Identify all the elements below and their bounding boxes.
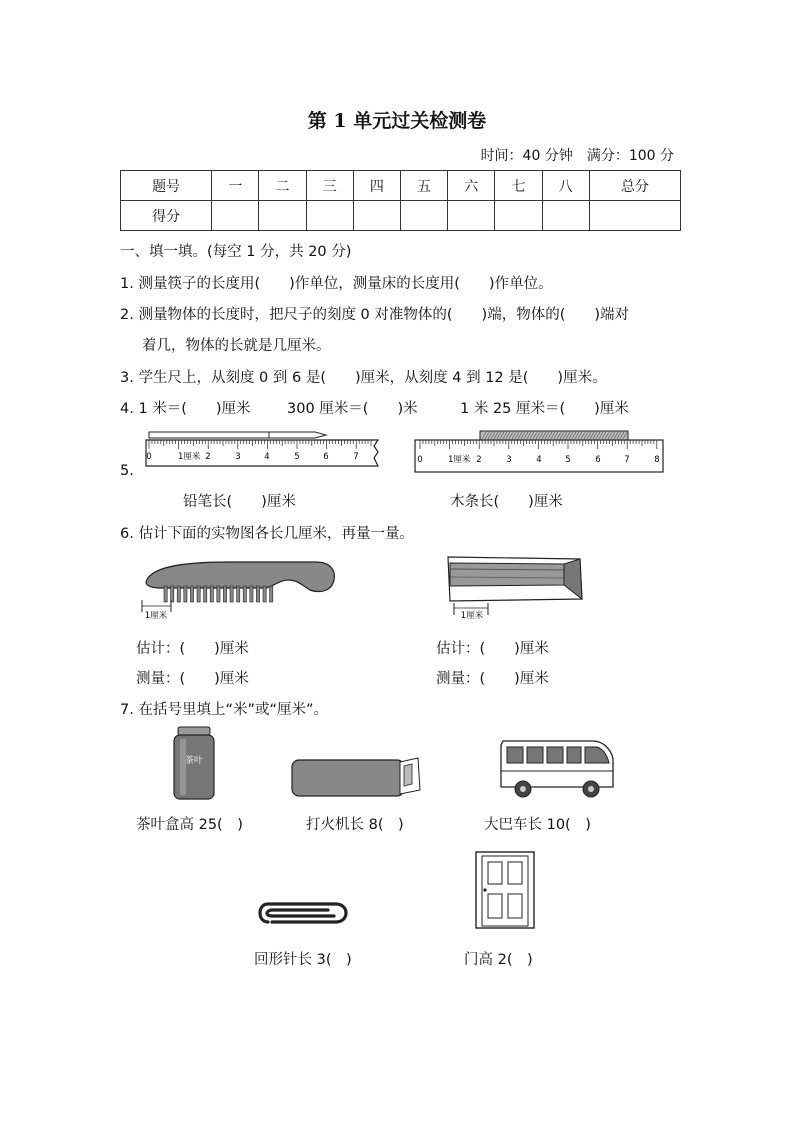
score-input-cell[interactable] [259,201,306,231]
ruler-label: 1厘米 [178,452,201,462]
question-5-number: 5. [120,463,134,479]
unit-length-label: 1厘米 [144,611,168,621]
score-input-cell[interactable] [448,201,495,231]
score-cell: 五 [400,171,447,201]
section-heading: 一、填一填。(每空 1 分，共 20 分) [120,244,352,260]
eraser-estimate: 估计：( )厘米 [436,641,549,657]
score-input-cell[interactable] [306,201,353,231]
bus-question: 大巴车长 10( ) [484,817,591,833]
score-cell: 八 [542,171,589,201]
question-4-a: 4. 1 米＝( )厘米 [120,401,251,417]
eraser-icon [448,557,582,601]
wood-ruler-figure [412,428,670,476]
question-1: 1. 测量筷子的长度用( )作单位，测量床的长度用( )作单位。 [120,276,553,292]
tea-can-icon [170,725,220,803]
score-cell: 得分 [121,201,212,231]
score-input-cell[interactable] [400,201,447,231]
score-cell: 六 [448,171,495,201]
ruler-labels [417,454,659,465]
score-cell: 七 [495,171,542,201]
ruler-label: 4 [536,455,542,465]
ruler-label: 7 [353,452,359,462]
score-cell: 三 [306,171,353,201]
eraser-figure [444,555,590,625]
page-title: 第 1 单元过关检测卷 [307,110,487,132]
score-input-cell[interactable] [212,201,259,231]
door-icon [474,850,536,930]
score-input-cell[interactable] [589,201,680,231]
unit-length-label: 1厘米 [460,611,484,621]
comb-figure [138,556,338,622]
eraser-measure: 测量：( )厘米 [436,671,549,687]
ruler-label: 6 [323,452,329,462]
question-6: 6. 估计下面的实物图各长几厘米，再量一量。 [120,526,414,542]
tea-can-question: 茶叶盒高 25( ) [136,817,243,833]
score-input-cell[interactable] [542,201,589,231]
question-4-b: 300 厘米＝( )米 [287,401,418,417]
ruler-label: 4 [264,452,270,462]
tea-can-label: 茶叶 [184,756,204,766]
question-3: 3. 学生尺上，从刻度 0 到 6 是( )厘米，从刻度 4 到 12 是( )厘米。 [120,370,607,386]
ruler-label: 3 [506,455,512,465]
ruler-label: 2 [205,452,211,462]
score-input-cell[interactable] [353,201,400,231]
ruler-label: 7 [624,455,630,465]
bus-icon [497,735,617,801]
question-7: 7. 在括号里填上“米”或“厘米”。 [120,702,328,718]
ruler-label: 8 [654,455,660,465]
score-cell: 二 [259,171,306,201]
question-4-c: 1 米 25 厘米＝( )厘米 [460,401,629,417]
pencil-ruler-figure [140,428,385,474]
question-2-line-1: 2. 测量物体的长度时，把尺子的刻度 0 对准物体的( )端，物体的( )端对 [120,307,630,323]
score-cell: 一 [212,171,259,201]
ruler-label: 0 [417,455,423,465]
score-table-header-row [121,171,681,201]
score-cell: 四 [353,171,400,201]
ruler-label: 5 [565,455,571,465]
exam-time-score: 时间：40 分钟 满分：100 分 [480,148,674,164]
ruler-label: 2 [476,455,482,465]
wood-length-answer: 木条长( )厘米 [450,494,563,510]
question-2-line-2: 着几，物体的长就是几厘米。 [142,338,331,354]
ruler-label: 1厘米 [448,455,471,465]
score-cell: 总分 [589,171,680,201]
score-input-cell[interactable] [495,201,542,231]
ruler-label: 3 [235,452,241,462]
lighter-question: 打火机长 8( ) [306,817,404,833]
comb-icon [146,562,334,602]
score-cell: 题号 [121,171,212,201]
ruler-label: 5 [294,452,300,462]
score-table [120,170,681,231]
score-table-score-row [121,201,681,231]
door-question: 门高 2( ) [464,952,533,968]
wood-strip-icon [480,431,628,440]
lighter-icon [290,754,424,802]
comb-measure: 测量：( )厘米 [136,671,249,687]
ruler-label: 6 [595,455,601,465]
pencil-icon [149,432,326,438]
paper-clip-icon [258,900,350,930]
ruler-label: 0 [146,452,152,462]
paper-clip-question: 回形针长 3( ) [254,952,352,968]
comb-estimate: 估计：( )厘米 [136,641,249,657]
pencil-length-answer: 铅笔长( )厘米 [183,494,296,510]
